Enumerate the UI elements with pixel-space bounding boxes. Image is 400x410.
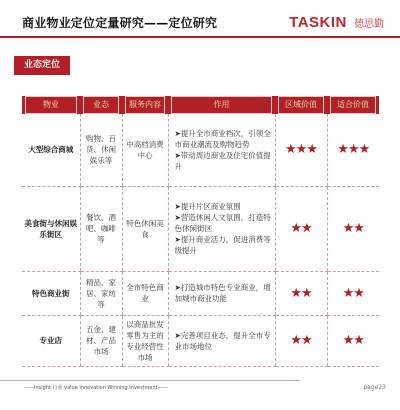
column-header-location-value: 区域价值 [275, 96, 327, 114]
brand-logo [289, 12, 384, 31]
positioning-table [22, 96, 379, 367]
table-row [22, 114, 379, 186]
page-number: page23 [363, 384, 386, 391]
row-service: 特色休闲美食 [122, 186, 168, 271]
column-header-role: 作用 [168, 96, 275, 114]
column-header-property: 物业 [22, 96, 80, 114]
column-header-service: 服务内容 [122, 96, 168, 114]
table-row [22, 186, 379, 271]
column-header-business: 业态 [80, 96, 122, 114]
row-role [168, 114, 275, 186]
row-category: 美食街与休闲娱乐街区 [22, 186, 80, 271]
location-value-stars: ★★★ [275, 114, 327, 186]
row-service: 全市特色商业 [122, 271, 168, 315]
row-role [168, 186, 275, 271]
row-category: 特色商业街 [22, 271, 80, 315]
role-item: ➤带动周边商业及住宅价值提升 [174, 150, 271, 171]
role-item: ➤完善项目业态，提升全市专业市场地位 [174, 330, 271, 351]
fit-value-stars: ★★ [327, 271, 379, 315]
role-item: ➤打造城市特色专业商业，增加城市商业功能 [174, 283, 271, 303]
role-item: ➤提升商业活力，促进消费等级提升 [174, 235, 271, 255]
location-value-stars: ★★ [275, 271, 327, 315]
fit-value-stars: ★★ [327, 186, 379, 271]
page-title: 商业物业定位定量研究——定位研究 [22, 16, 218, 30]
row-service: 以商品批发零售为主的专业经营性市场 [122, 315, 168, 366]
footer-slogan: ——Insight 行业 value Innovation Winning Investment—— [24, 385, 168, 391]
location-value-stars: ★★ [275, 186, 327, 271]
row-business: 餐饮、酒吧、咖啡等 [80, 186, 122, 271]
row-category: 专业店 [22, 315, 80, 366]
location-value-stars: ★★ [275, 315, 327, 366]
section-tag: 业态定位 [14, 56, 70, 75]
row-business: 五金、建材、产品市场 [80, 315, 122, 366]
row-category: 大型综合商城 [22, 114, 80, 186]
table-row [22, 315, 379, 366]
header-divider [0, 36, 400, 38]
footer-divider [0, 380, 300, 381]
fit-value-stars: ★★ [327, 315, 379, 366]
page-header [0, 0, 400, 40]
fit-value-stars: ★★★ [327, 114, 379, 186]
table-header-row [22, 96, 379, 114]
role-item: ➤提升全市商业档次，引领全市商业潮流及购物趋势 [174, 128, 271, 149]
row-role [168, 315, 275, 366]
brand-name-cn: 德思勤 [354, 19, 384, 30]
column-header-fit-value: 适合价值 [327, 96, 379, 114]
brand-name: TASKIN [289, 14, 347, 31]
table-row [22, 271, 379, 315]
row-service: 中高档消费中心 [122, 114, 168, 186]
row-business: 购物、百货、休闲娱乐等 [80, 114, 122, 186]
role-item: ➤营造休闲人文氛围，打造特色休闲街区 [174, 213, 271, 233]
row-role [168, 271, 275, 315]
row-business: 精品、家居、家纺等 [80, 271, 122, 315]
role-item: ➤提升片区商业氛围 [174, 202, 241, 211]
